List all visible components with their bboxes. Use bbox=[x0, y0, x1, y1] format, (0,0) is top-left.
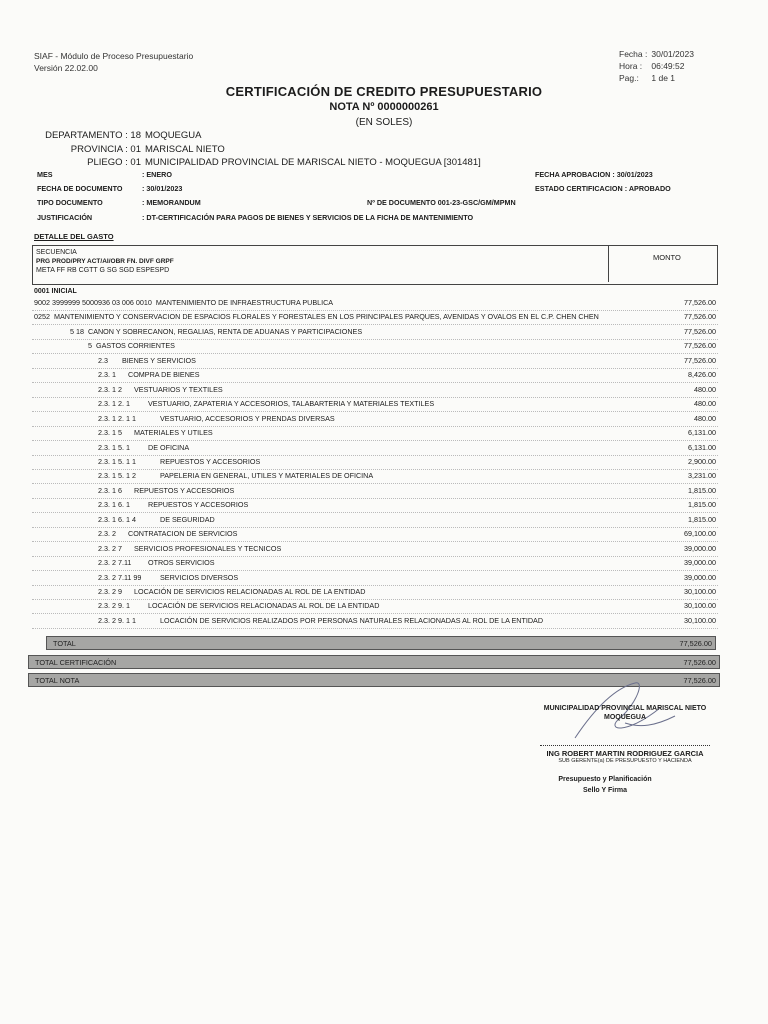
fecha-doc-label: FECHA DE DOCUMENTO bbox=[37, 184, 123, 194]
expense-row bbox=[0, 356, 768, 370]
expense-row bbox=[0, 587, 768, 601]
expense-row bbox=[0, 601, 768, 615]
mes-value: : ENERO bbox=[142, 170, 172, 179]
expense-amount: 30,100.00 bbox=[684, 587, 716, 596]
fecha-aprob-value: : 30/01/2023 bbox=[612, 170, 653, 179]
row-divider bbox=[32, 599, 718, 600]
columns-row-2: META FF RB CGTT G SG SGD ESPESPD bbox=[36, 267, 170, 274]
expense-row bbox=[0, 312, 768, 326]
expense-amount: 480.00 bbox=[694, 399, 716, 409]
expense-amount: 1,815.00 bbox=[688, 500, 716, 510]
total-certificacion-row bbox=[28, 655, 720, 669]
expense-code: 2.3. 2 7 bbox=[98, 543, 122, 553]
signer-name: ING ROBERT MARTIN RODRIGUEZ GARCIA bbox=[546, 749, 704, 758]
total-value: 77,526.00 bbox=[679, 639, 712, 648]
row-divider bbox=[32, 541, 718, 542]
currency-note: (EN SOLES) bbox=[355, 117, 413, 128]
hora-value: 06:49:52 bbox=[651, 61, 685, 71]
total-label: TOTAL bbox=[53, 639, 76, 648]
fecha-aprob-label: FECHA APROBACION bbox=[535, 170, 611, 179]
expense-row bbox=[0, 428, 768, 442]
row-divider bbox=[32, 613, 718, 614]
expense-row bbox=[0, 341, 768, 355]
expense-row bbox=[0, 298, 768, 312]
expense-code: 2.3. 2 bbox=[98, 529, 116, 539]
nro-doc-label: Nº DE DOCUMENTO bbox=[367, 198, 436, 207]
row-divider bbox=[32, 585, 718, 586]
fecha-value: 30/01/2023 bbox=[651, 49, 694, 59]
office-label: Presupuesto y Planificación bbox=[558, 776, 652, 783]
expense-row bbox=[0, 573, 768, 587]
fecha-doc-value: : 30/01/2023 bbox=[142, 184, 183, 194]
expense-code: 2.3. 1 2 bbox=[98, 384, 122, 394]
columns-row-1: PRG PROD/PRY ACT/AI/OBR FN. DIVF GRPF bbox=[36, 258, 174, 265]
row-divider bbox=[32, 353, 718, 354]
location-block bbox=[0, 129, 481, 170]
expense-row bbox=[0, 414, 768, 428]
expense-code: 2.3. 1 6 bbox=[98, 485, 122, 495]
nota-number: NOTA Nº 0000000261 bbox=[329, 101, 439, 113]
signer-role: SUB GERENTE(a) DE PRESUPUESTO Y HACIENDA bbox=[558, 758, 692, 764]
provincia-value: MARISCAL NIETO bbox=[145, 143, 225, 155]
expense-code: 5 18 bbox=[70, 326, 84, 336]
system-version: Versión 22.02.00 bbox=[34, 63, 98, 73]
detalle-header-box bbox=[32, 245, 718, 285]
expense-description: OTROS SERVICIOS bbox=[148, 558, 215, 568]
expense-code: 2.3. 1 bbox=[98, 370, 116, 380]
row-divider bbox=[32, 426, 718, 427]
expense-row bbox=[0, 443, 768, 457]
row-divider bbox=[32, 368, 718, 369]
hora-label: Hora : bbox=[619, 61, 643, 71]
expense-row bbox=[0, 486, 768, 500]
system-name: SIAF - Módulo de Proceso Presupuestario bbox=[34, 51, 194, 61]
expense-code: 2.3. 1 2. 1 1 bbox=[98, 413, 136, 423]
row-divider bbox=[32, 483, 718, 484]
expense-amount: 30,100.00 bbox=[684, 615, 716, 625]
expense-amount: 6,131.00 bbox=[688, 428, 716, 438]
expense-row bbox=[0, 515, 768, 529]
inicial-label: 0001 INICIAL bbox=[34, 288, 77, 295]
row-divider bbox=[32, 556, 718, 557]
detalle-title: DETALLE DEL GASTO bbox=[34, 232, 114, 241]
row-divider bbox=[32, 382, 718, 383]
expense-description: CANON Y SOBRECANON, REGALIAS, RENTA DE ADUANAS Y PARTICIPACIONES bbox=[88, 326, 363, 336]
monto-header: MONTO bbox=[653, 253, 681, 262]
expense-description: REPUESTOS Y ACCESORIOS bbox=[160, 456, 261, 466]
departamento-value: MOQUEGUA bbox=[145, 130, 202, 141]
expense-amount: 480.00 bbox=[694, 413, 716, 423]
expense-code: 2.3. 2 9. 1 bbox=[98, 601, 130, 611]
expense-row bbox=[0, 370, 768, 384]
expense-row bbox=[0, 385, 768, 399]
estado-value: : APROBADO bbox=[624, 184, 671, 194]
total-nota-value: 77,526.00 bbox=[683, 676, 716, 685]
row-divider bbox=[32, 498, 718, 499]
row-divider bbox=[32, 397, 718, 398]
expense-row bbox=[0, 471, 768, 485]
nro-doc bbox=[367, 196, 516, 210]
expense-amount: 2,900.00 bbox=[688, 456, 716, 466]
expense-row bbox=[0, 544, 768, 558]
expense-row bbox=[0, 457, 768, 471]
expense-code: 2.3. 1 6. 1 4 bbox=[98, 514, 136, 524]
expense-row bbox=[0, 558, 768, 572]
expense-code: 2.3. 1 5 bbox=[98, 428, 122, 438]
expense-amount: 77,526.00 bbox=[684, 312, 716, 322]
expense-amount: 3,231.00 bbox=[688, 471, 716, 481]
expense-amount: 77,526.00 bbox=[684, 298, 716, 307]
expense-row bbox=[0, 399, 768, 413]
row-divider bbox=[32, 324, 718, 325]
justificacion-value: : DT-CERTIFICACIÓN PARA PAGOS DE BIENES Y SERVICIOS DE LA FICHA DE MANTENIMIENTO bbox=[142, 212, 474, 222]
row-divider bbox=[32, 469, 718, 470]
expense-amount: 1,815.00 bbox=[688, 514, 716, 524]
tipo-doc-label: TIPO DOCUMENTO bbox=[37, 198, 103, 208]
expense-description: MANTENIMIENTO Y CONSERVACION DE ESPACIOS FLORALES Y FORESTALES EN LOS PRINCIPALES PARQUES, AVENIDAS Y OVALOS EN EL C.P. CHEN CHEN bbox=[54, 312, 599, 322]
expense-amount: 39,000.00 bbox=[684, 543, 716, 553]
system-header bbox=[34, 50, 193, 74]
expense-row bbox=[0, 500, 768, 514]
expense-code: 5 bbox=[88, 341, 92, 351]
expense-description: SERVICIOS DIVERSOS bbox=[160, 572, 239, 582]
row-divider bbox=[32, 512, 718, 513]
expense-amount: 1,815.00 bbox=[688, 485, 716, 495]
stamp-line-1: MUNICIPALIDAD PROVINCIAL MARISCAL NIETO bbox=[543, 705, 707, 712]
expense-description: PAPELERIA EN GENERAL, UTILES Y MATERIALES DE OFICINA bbox=[160, 471, 374, 481]
expense-description: CONTRATACION DE SERVICIOS bbox=[128, 529, 238, 539]
stamp-line-2: MOQUEGUA bbox=[604, 714, 646, 721]
row-divider bbox=[32, 310, 718, 311]
expense-code: 0252 bbox=[34, 312, 50, 322]
expense-description: DE SEGURIDAD bbox=[160, 514, 215, 524]
justificacion-label: JUSTIFICACIÓN bbox=[37, 212, 93, 222]
total-nota-label: TOTAL NOTA bbox=[35, 676, 80, 685]
expense-code: 2.3. 1 6. 1 bbox=[98, 500, 130, 510]
expense-code: 2.3 bbox=[98, 355, 108, 365]
estado-label: ESTADO CERTIFICACION bbox=[535, 184, 623, 194]
expense-code: 2.3. 1 2. 1 bbox=[98, 399, 130, 409]
row-divider bbox=[32, 570, 718, 571]
expense-description: LOCACIÓN DE SERVICIOS RELACIONADAS AL ROL DE LA ENTIDAD bbox=[148, 601, 380, 611]
secuencia-label: SECUENCIA bbox=[36, 249, 77, 256]
expense-description: MANTENIMIENTO DE INFRAESTRUCTURA PUBLICA bbox=[155, 298, 334, 307]
approval-fields bbox=[535, 168, 671, 196]
expense-code: 2.3. 2 9 bbox=[98, 587, 122, 596]
expense-code: 2.3. 2 9. 1 1 bbox=[98, 615, 136, 625]
expense-amount: 77,526.00 bbox=[684, 355, 716, 365]
page-label: Pag.: bbox=[619, 73, 639, 83]
expense-row bbox=[0, 529, 768, 543]
row-divider bbox=[32, 411, 718, 412]
total-row bbox=[46, 636, 716, 650]
expense-amount: 39,000.00 bbox=[684, 572, 716, 582]
field-labels bbox=[37, 168, 122, 225]
row-divider bbox=[32, 455, 718, 456]
expense-description: VESTUARIO, ZAPATERIA Y ACCESORIOS, TALABARTERIA Y MATERIALES TEXTILES bbox=[148, 399, 435, 409]
expense-description: VESTUARIO, ACCESORIOS Y PRENDAS DIVERSAS bbox=[160, 413, 335, 423]
expense-code: 9002 3999999 5000936 03 006 0010 bbox=[34, 298, 152, 307]
expense-code: 2.3. 1 5. 1 bbox=[98, 442, 130, 452]
expense-amount: 30,100.00 bbox=[684, 601, 716, 611]
expense-description: SERVICIOS PROFESIONALES Y TECNICOS bbox=[134, 543, 282, 553]
expense-amount: 69,100.00 bbox=[684, 529, 716, 539]
expense-code: 2.3. 2 7.11 bbox=[98, 558, 132, 568]
expense-amount: 8,426.00 bbox=[688, 370, 716, 380]
nro-doc-value: 001-23-GSC/GM/MPMN bbox=[437, 198, 516, 207]
page-value: 1 de 1 bbox=[651, 73, 676, 83]
tipo-doc-value: : MEMORANDUM bbox=[142, 198, 201, 208]
expense-row bbox=[0, 616, 768, 630]
expense-description: GASTOS CORRIENTES bbox=[96, 341, 175, 351]
pliego-value: MUNICIPALIDAD PROVINCIAL DE MARISCAL NIETO - MOQUEGUA [301481] bbox=[145, 157, 481, 168]
total-certificacion-value: 77,526.00 bbox=[683, 658, 716, 667]
expense-description: DE OFICINA bbox=[148, 442, 190, 452]
expense-amount: 39,000.00 bbox=[684, 558, 716, 568]
sello-label: Sello Y Firma bbox=[582, 787, 628, 794]
departamento-label: DEPARTAMENTO : 18 bbox=[45, 130, 141, 141]
total-certificacion-label: TOTAL CERTIFICACIÓN bbox=[35, 658, 117, 667]
expense-description: REPUESTOS Y ACCESORIOS bbox=[134, 485, 235, 495]
secuencia-cell bbox=[33, 246, 609, 282]
row-divider bbox=[32, 628, 718, 629]
expense-description: COMPRA DE BIENES bbox=[128, 370, 200, 380]
expense-description: LOCACIÓN DE SERVICIOS RELACIONADAS AL ROL DE LA ENTIDAD bbox=[134, 587, 366, 596]
expense-row bbox=[0, 327, 768, 341]
expense-description: MATERIALES Y UTILES bbox=[134, 428, 213, 438]
row-divider bbox=[32, 440, 718, 441]
expense-description: LOCACIÓN DE SERVICIOS REALIZADOS POR PERSONAS NATURALES RELACIONADAS AL ROL DE LA ENTIDAD bbox=[160, 615, 544, 625]
document-title: CERTIFICACIÓN DE CREDITO PRESUPUESTARIO bbox=[225, 84, 543, 99]
mes-label: MES bbox=[37, 170, 53, 179]
row-divider bbox=[32, 527, 718, 528]
signature-line bbox=[540, 745, 710, 746]
expense-code: 2.3. 1 5. 1 2 bbox=[98, 471, 136, 481]
expense-code: 2.3. 1 5. 1 1 bbox=[98, 456, 136, 466]
expense-description: BIENES Y SERVICIOS bbox=[122, 355, 196, 365]
expense-amount: 77,526.00 bbox=[684, 341, 716, 351]
print-info bbox=[619, 48, 694, 84]
expense-description: VESTUARIOS Y TEXTILES bbox=[134, 384, 223, 394]
row-divider bbox=[32, 339, 718, 340]
expense-amount: 480.00 bbox=[694, 384, 716, 394]
provincia-label: PROVINCIA : 01 bbox=[70, 143, 141, 155]
pliego-label: PLIEGO : 01 bbox=[87, 157, 141, 168]
expense-amount: 77,526.00 bbox=[684, 326, 716, 336]
expense-amount: 6,131.00 bbox=[688, 442, 716, 452]
expense-description: REPUESTOS Y ACCESORIOS bbox=[148, 500, 249, 510]
fecha-label: Fecha : bbox=[619, 49, 648, 59]
expense-code: 2.3. 2 7.11 99 bbox=[98, 572, 142, 582]
